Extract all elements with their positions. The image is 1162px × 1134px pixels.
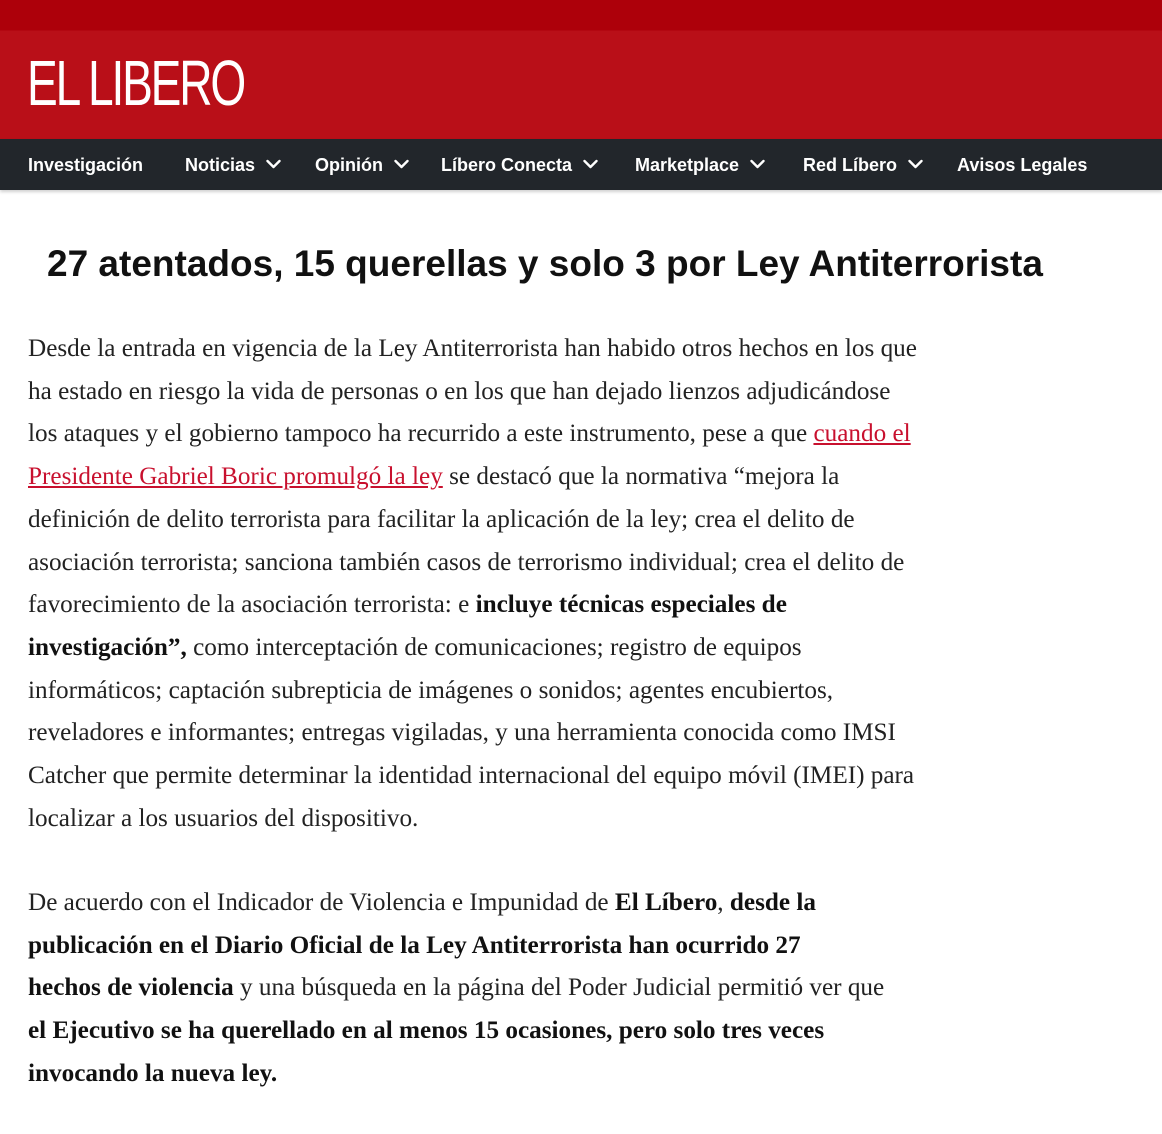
text-line: [28, 413, 1108, 456]
nav-item-noticias[interactable]: [185, 139, 281, 190]
bold-text: invocando la nueva ley.: [28, 1059, 278, 1087]
chevron-down-icon: [266, 159, 281, 169]
text-run: y una búsqueda en la página del Poder Judicial permitió ver que: [233, 974, 885, 1002]
text-line: [28, 925, 1108, 968]
main-nav: [0, 139, 1162, 190]
bold-text: desde la: [729, 889, 816, 916]
chevron-down-icon: [750, 159, 765, 169]
promulgation-link[interactable]: Presidente Gabriel Boric promulgó la ley: [28, 463, 443, 491]
nav-item-label: Opinión: [315, 155, 383, 175]
nav-item-label: Noticias: [185, 155, 256, 175]
site-logo[interactable]: EL LIBERO: [27, 47, 245, 119]
nav-item-avisos-legales[interactable]: [957, 139, 1087, 190]
text-line: Desde la entrada en vigencia de la Ley Antiterrorista han habido otros hechos en los que: [28, 335, 917, 362]
text-line: [28, 584, 1108, 627]
nav-item-label: Marketplace: [635, 155, 740, 175]
promulgation-link[interactable]: cuando el: [813, 420, 911, 448]
text-line: ha estado en riesgo la vida de personas o en los que han dejado lienzos adjudicándose: [28, 377, 891, 405]
text-line: [28, 882, 1108, 925]
text-line: Catcher que permite determinar la identidad internacional del equipo móvil (IMEI) para: [28, 762, 915, 790]
nav-item-label: Líbero Conecta: [441, 155, 573, 175]
nav-item-marketplace[interactable]: [635, 139, 765, 190]
text-run: favorecimiento de la asociación terrorista: e: [28, 591, 476, 619]
text-run: De acuerdo con el Indicador de Violencia e Impunidad de: [28, 889, 615, 916]
text-line: informáticos; captación subrepticia de imágenes o sonidos; agentes encubiertos,: [28, 676, 834, 704]
bold-text: investigación”,: [28, 633, 187, 661]
text-run: como interceptación de comunicaciones; registro de equipos: [186, 633, 802, 661]
chevron-down-icon: [908, 159, 923, 169]
text-line: [28, 1010, 1108, 1053]
nav-item-red-libero[interactable]: [803, 139, 923, 190]
nav-item-opinion[interactable]: [315, 139, 409, 190]
bold-text: publicación en el Diario Oficial de la Ley Antiterrorista han ocurrido 27: [28, 931, 801, 959]
article-headline: 27 atentados, 15 querellas y solo 3 por Ley Antiterrorista: [47, 243, 1043, 284]
text-line: asociación terrorista; sanciona también casos de terrorismo individual; crea el delito de: [28, 548, 905, 576]
nav-item-label: Avisos Legales: [957, 155, 1088, 175]
text-line: reveladores e informantes; entregas vigiladas, y una herramienta conocida como IMSI: [28, 719, 896, 747]
chevron-down-icon: [583, 159, 598, 169]
text-run: los ataques y el gobierno tampoco ha recurrido a este instrumento, pese a que: [28, 420, 814, 448]
chevron-down-icon: [394, 159, 409, 169]
text-line: [28, 1053, 1108, 1096]
nav-item-label: Investigación: [28, 155, 144, 175]
site-header: [0, 0, 1162, 139]
nav-item-label: Red Líbero: [803, 155, 898, 175]
nav-item-investigacion[interactable]: [28, 139, 143, 190]
text-line: [28, 627, 1108, 670]
article-paragraph: [28, 328, 1108, 840]
bold-text: El Líbero: [614, 889, 718, 916]
text-line: definición de delito terrorista para facilitar la aplicación de la ley; crea el delito de: [28, 505, 855, 533]
article-paragraph: [28, 882, 1108, 1096]
bold-text: incluye técnicas especiales de: [475, 591, 787, 619]
text-line: [28, 967, 1108, 1010]
nav-item-libero-conecta[interactable]: [441, 139, 598, 190]
text-line: localizar a los usuarios del dispositivo.: [28, 804, 419, 832]
bold-text: hechos de violencia: [28, 974, 234, 1002]
bold-text: el Ejecutivo se ha querellado en al menos 15 ocasiones, pero solo tres veces: [28, 1017, 825, 1045]
text-run: se destacó que la normativa “mejora la: [442, 463, 840, 491]
text-run: ,: [717, 889, 730, 916]
text-line: [28, 456, 1108, 499]
